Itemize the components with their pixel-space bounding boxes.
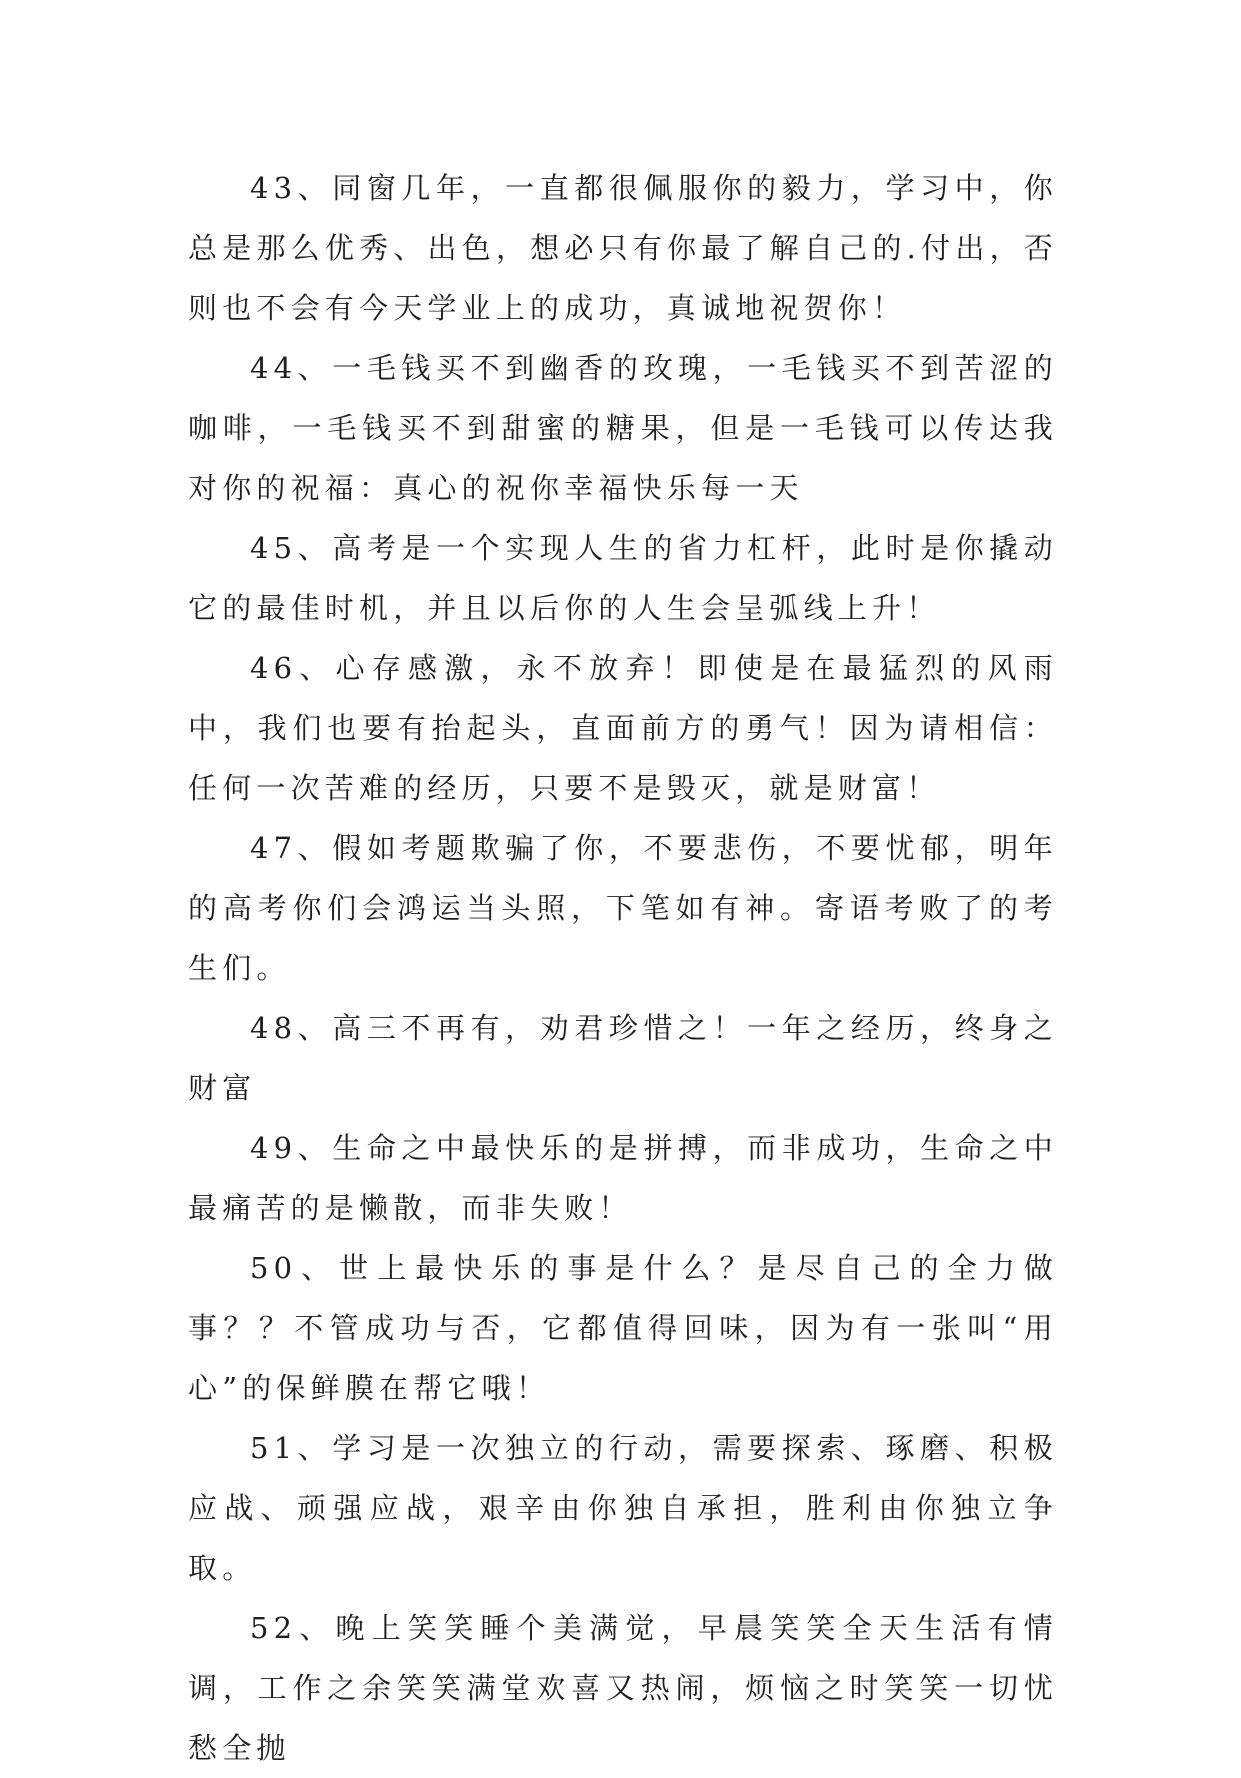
paragraph-46: 46、心存感激，永不放弃！即使是在最猛烈的风雨中，我们也要有抬起头，直面前方的勇气！因为请相信：任何一次苦难的经历，只要不是毁灭，就是财富！ [188,651,1058,805]
paragraph-45: 45、高考是一个实现人生的省力杠杆，此时是你撬动它的最佳时机，并且以后你的人生会呈弧线上升！ [188,531,1058,625]
paragraph-43: 43、同窗几年，一直都很佩服你的毅力，学习中，你总是那么优秀、出色，想必只有你最了解自己的.付出，否则也不会有今天学业上的成功，真诚地祝贺你！ [188,171,1058,325]
paragraph-50: 50、世上最快乐的事是什么？是尽自己的全力做事？？不管成功与否，它都值得回味，因为有一张叫“用心”的保鲜膜在帮它哦！ [188,1251,1058,1405]
paragraph-48: 48、高三不再有，劝君珍惜之！一年之经历，终身之财富 [188,1011,1058,1105]
document-body [188,158,1058,1778]
paragraph-51: 51、学习是一次独立的行动，需要探索、琢磨、积极应战、顽强应战，艰辛由你独自承担，胜利由你独立争取。 [188,1431,1058,1585]
paragraph-52: 52、晚上笑笑睡个美满觉，早晨笑笑全天生活有情调，工作之余笑笑满堂欢喜又热闹，烦恼之时笑笑一切忧愁全抛 [188,1611,1058,1765]
paragraph-44: 44、一毛钱买不到幽香的玫瑰，一毛钱买不到苦涩的咖啡，一毛钱买不到甜蜜的糖果，但是一毛钱可以传达我对你的祝福：真心的祝你幸福快乐每一天 [188,351,1058,505]
paragraph-47: 47、假如考题欺骗了你，不要悲伤，不要忧郁，明年的高考你们会鸿运当头照，下笔如有神。寄语考败了的考生们。 [188,831,1058,985]
paragraph-49: 49、生命之中最快乐的是拼搏，而非成功，生命之中最痛苦的是懒散，而非失败！ [188,1131,1058,1225]
